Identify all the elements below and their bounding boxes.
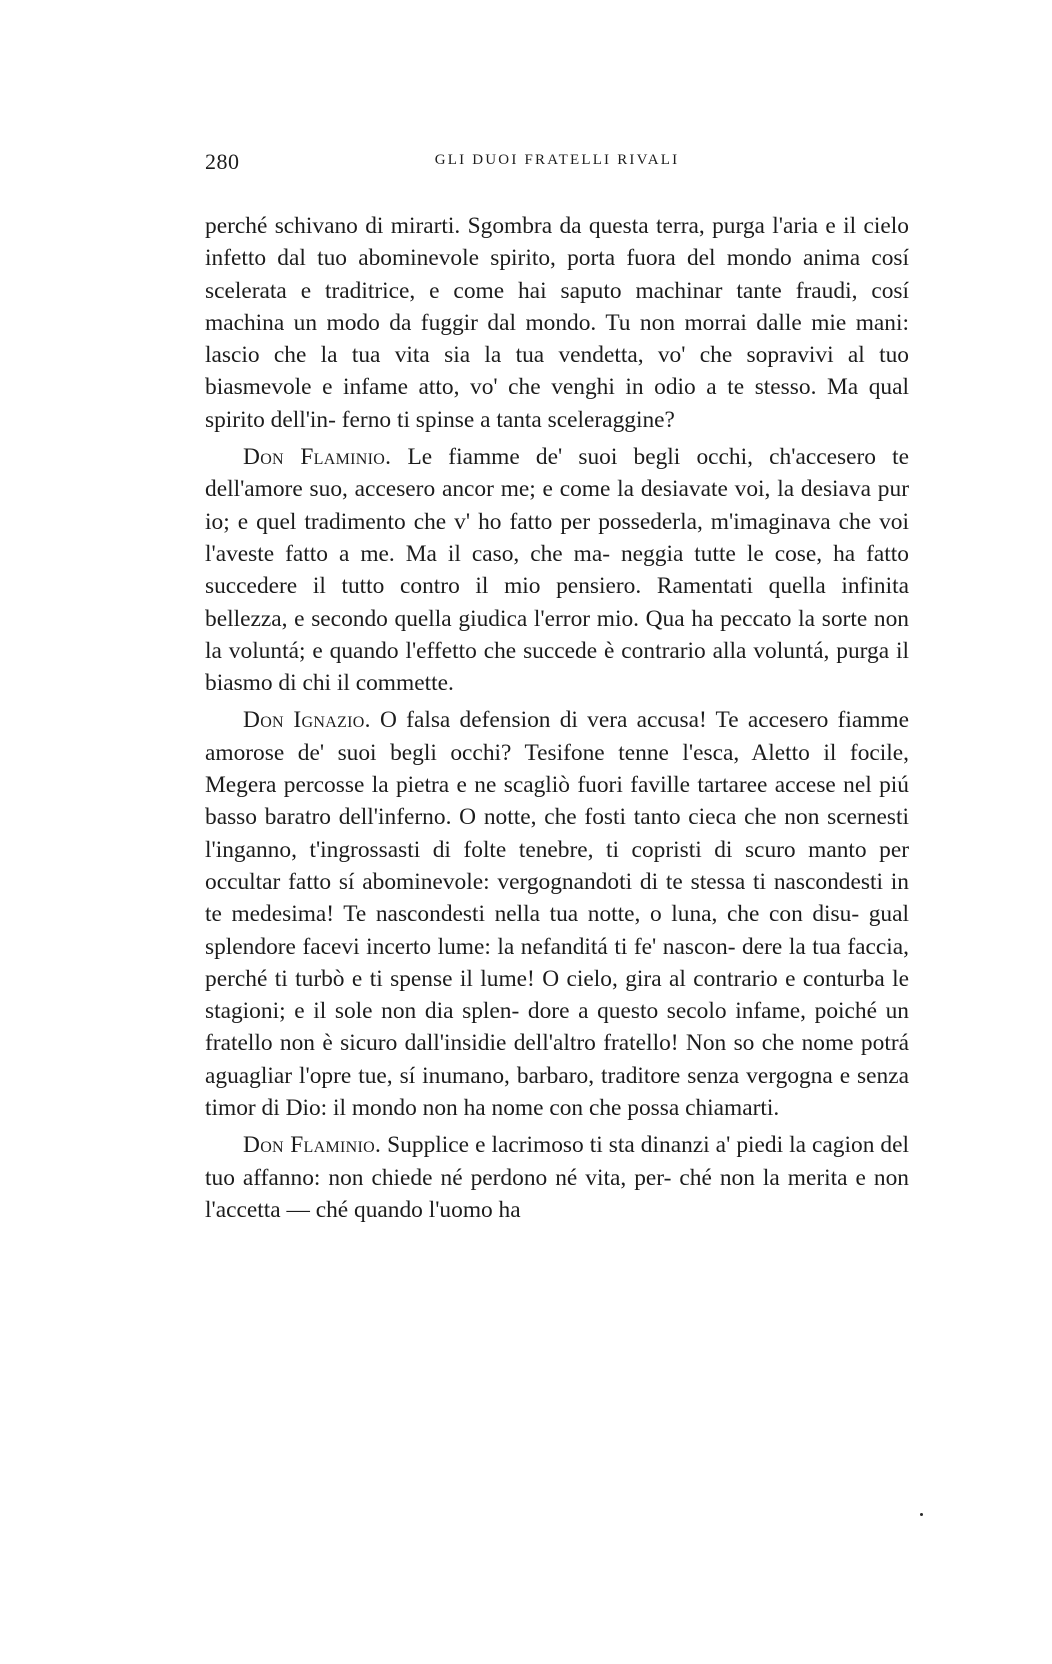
paragraph-continuation <box>205 210 909 436</box>
paragraph-text: O falsa defension di vera accusa! Te accesero fiamme amorose de' suoi begli occhi? Tesifone tenne l'esca, Aletto il focile, Megera percosse la pietra e ne scagliò fuori faville tartaree accese nel piú basso baratro dell'inferno. O notte, che fosti tanto cieca che non scernesti l'inganno, t'ingrossasti di folte tenebre, ti copristi di scuro manto per occultar fatto sí abominevole: vergognandoti di te stessa ti nascondesti in te medesima! Te nascondesti nella tua notte, o luna, che con disu- gual splendore facevi incerto lume: la nefanditá ti fe' nascon- dere la tua faccia, perché ti turbò e ti spense il lume! O cielo, gira al contrario e conturba le stagioni; e il sole non dia splen- dore a questo secolo infame, poiché un fratello non è sicuro dall'insidie dell'altro fratello! Non so che nome potrá aguagliar l'opre tue, sí inumano, barbaro, traditore senza vergogna e senza timor di Dio: il mondo non ha nome con che possa chiamarti. <box>205 707 909 1122</box>
page-header <box>205 149 909 179</box>
speaker-name: Don Flaminio. <box>243 444 392 471</box>
paragraph-text: Le fiamme de' suoi begli occhi, ch'accesero te dell'amore suo, accesero ancor me; e come la desiavate voi, la desiava pur io; e quel tradimento che v' ho fatto per possederla, m'imaginava che voi l'aveste fatto a me. Ma il caso, che ma- neggia tutte le cose, ha fatto succedere il tutto contro il mio pensiero. Ramentati quella infinita bellezza, e secondo quella giudica l'error mio. Qua ha peccato la sorte non la voluntá; e quando l'effetto che succede è contrario alla voluntá, purga il biasmo di chi il commette. <box>205 444 909 697</box>
paragraph-don-ignazio <box>205 704 909 1124</box>
paragraph-text: Supplice e lacrimoso ti sta dinanzi a' piedi la cagion del tuo affanno: non chiede né perdono né vita, per- ché non la merita e non l'accetta — ché quando l'uomo ha <box>205 1132 909 1223</box>
page-number: 280 <box>205 149 240 174</box>
speaker-name: Don Flaminio. <box>243 1132 382 1159</box>
paragraph-text: perché schivano di mirarti. Sgombra da questa terra, purga l'aria e il cielo infetto dal tuo abominevole spirito, porta fuora del mondo anima cosí scelerata e traditrice, e come hai saputo machinar tante fraudi, cosí machina un modo da fuggir dal mondo. Tu non morrai dalle mie mani: lascio che la tua vita sia la tua vendetta, vo' che sopravivi al tuo biasmevole e infame atto, vo' che venghi in odio a te stesso. Ma qual spirito dell'in- ferno ti spinse a tanta sceleraggine? <box>205 213 909 433</box>
running-title: GLI DUOI FRATELLI RIVALI <box>434 152 680 168</box>
body-text <box>205 210 909 1226</box>
paragraph-don-flaminio <box>205 441 909 699</box>
paragraph-don-flaminio-2 <box>205 1129 909 1226</box>
print-speck <box>920 1513 923 1516</box>
speaker-name: Don Ignazio. <box>243 707 371 734</box>
